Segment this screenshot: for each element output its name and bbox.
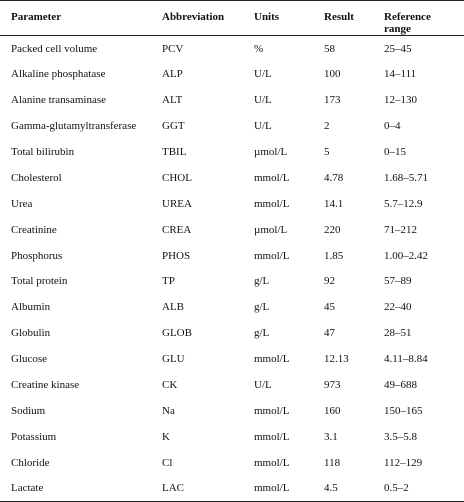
cell-abbreviation: PHOS (162, 249, 191, 262)
cell-result: 14.1 (324, 197, 344, 210)
cell-parameter: Urea (11, 197, 33, 210)
cell-abbreviation: CHOL (162, 171, 192, 184)
table-row (0, 398, 464, 424)
header-parameter: Parameter (0, 1, 152, 36)
table-row (0, 320, 464, 346)
cell-reference-range: 112–129 (384, 456, 423, 469)
cell-result: 3.1 (324, 430, 338, 443)
table-row (0, 217, 464, 243)
cell-parameter: Potassium (11, 430, 57, 443)
cell-parameter: Glucose (11, 353, 48, 366)
cell-parameter: Sodium (11, 404, 46, 417)
cell-reference-range: 4.11–8.84 (384, 353, 428, 366)
cell-result: 4.78 (324, 171, 344, 184)
cell-parameter: Alanine transaminase (11, 94, 106, 107)
cell-reference-range: 150–165 (384, 404, 423, 417)
cell-abbreviation: GGT (162, 120, 185, 133)
cell-units: µmol/L (254, 223, 288, 236)
cell-abbreviation: GLU (162, 353, 185, 366)
cell-units: U/L (254, 68, 272, 81)
header-reference-range: Reference range (378, 1, 464, 36)
cell-units: mmol/L (254, 404, 290, 417)
cell-reference-range: 5.7–12.9 (384, 197, 423, 210)
table-row (0, 191, 464, 217)
cell-result: 12.13 (324, 353, 349, 366)
table-row (0, 294, 464, 320)
cell-reference-range: 0.5–2 (378, 476, 464, 502)
cell-reference-range: 14–111 (384, 68, 417, 81)
cell-reference-range: 1.68–5.71 (384, 171, 428, 184)
cell-parameter: Creatine kinase (11, 379, 80, 392)
cell-units: mmol/L (254, 171, 290, 184)
cell-abbreviation: LAC (152, 476, 244, 502)
cell-reference-range: 1.00–2.42 (384, 249, 428, 262)
cell-abbreviation: TBIL (162, 146, 187, 158)
cell-result: 45 (324, 301, 335, 314)
cell-abbreviation: TP (162, 275, 175, 288)
cell-reference-range: 28–51 (384, 327, 412, 340)
cell-units: mmol/L (254, 430, 290, 443)
cell-abbreviation: CREA (162, 223, 192, 236)
table-row (0, 346, 464, 372)
cell-parameter: Creatinine (11, 223, 57, 236)
cell-abbreviation: Na (162, 404, 175, 417)
cell-units: mmol/L (254, 456, 290, 469)
cell-reference-range: 25–45 (384, 42, 412, 55)
header-units: Units (244, 1, 314, 36)
cell-abbreviation: K (162, 430, 170, 443)
cell-units: U/L (254, 379, 272, 392)
cell-abbreviation: PCV (162, 42, 184, 55)
cell-result: 173 (324, 94, 341, 107)
cell-result: 58 (324, 42, 335, 55)
table-row (0, 113, 464, 139)
cell-units: % (254, 42, 264, 55)
table-header (0, 1, 464, 36)
cell-result: 160 (324, 404, 341, 417)
cell-result: 4.5 (314, 476, 378, 502)
table-row (0, 165, 464, 191)
cell-reference-range: 0–4 (384, 120, 401, 133)
cell-result: 5 (324, 146, 330, 158)
cell-units: U/L (254, 120, 272, 133)
cell-abbreviation: ALP (162, 68, 183, 81)
header-result: Result (314, 1, 378, 36)
table-row (0, 139, 464, 165)
cell-reference-range: 22–40 (384, 301, 412, 314)
cell-result: 2 (324, 120, 330, 133)
cell-units: mmol/L (254, 353, 290, 366)
cell-abbreviation: ALT (162, 94, 183, 107)
cell-parameter: Albumin (11, 301, 51, 314)
cell-reference-range: 57–89 (384, 275, 412, 288)
cell-units: g/L (254, 275, 270, 288)
table-body (0, 36, 464, 502)
cell-parameter: Total bilirubin (11, 146, 75, 158)
cell-parameter: Gamma-glutamyltransferase (11, 120, 137, 133)
cell-reference-range: 49–688 (384, 379, 417, 392)
header-row (0, 1, 464, 36)
table-row (0, 243, 464, 269)
cell-result: 118 (324, 456, 341, 469)
cell-reference-range: 71–212 (384, 223, 417, 236)
cell-parameter: Lactate (0, 476, 152, 502)
table-row (0, 476, 464, 502)
cell-parameter: Cholesterol (11, 171, 62, 184)
table-row (0, 87, 464, 113)
cell-abbreviation: UREA (162, 197, 192, 210)
cell-parameter: Phosphorus (11, 249, 63, 262)
cell-units: U/L (254, 94, 272, 107)
cell-units: mmol/L (254, 249, 290, 262)
table-row (0, 61, 464, 87)
cell-abbreviation: CK (162, 379, 178, 392)
cell-abbreviation: Cl (162, 456, 173, 469)
table-row (0, 450, 464, 476)
table-row (0, 36, 464, 62)
cell-reference-range: 12–130 (384, 94, 417, 107)
cell-units: g/L (254, 327, 270, 340)
cell-result: 1.85 (324, 249, 344, 262)
cell-parameter: Alkaline phosphatase (11, 68, 106, 81)
cell-units: µmol/L (254, 146, 288, 158)
cell-parameter: Total protein (11, 275, 68, 288)
cell-result: 92 (324, 275, 335, 288)
table-row (0, 269, 464, 295)
cell-result: 100 (324, 68, 341, 81)
cell-reference-range: 0–15 (384, 146, 406, 158)
cell-result: 973 (324, 379, 341, 392)
header-abbreviation: Abbreviation (152, 1, 244, 36)
cell-parameter: Chloride (11, 456, 50, 469)
cell-reference-range: 3.5–5.8 (384, 430, 417, 443)
cell-parameter: Globulin (11, 327, 51, 340)
cell-abbreviation: ALB (162, 301, 184, 314)
cell-units: mmol/L (244, 476, 314, 502)
cell-units: g/L (254, 301, 270, 314)
cell-result: 47 (324, 327, 335, 340)
cell-abbreviation: GLOB (162, 327, 192, 340)
cell-result: 220 (324, 223, 341, 236)
table-row (0, 372, 464, 398)
cell-parameter: Packed cell volume (11, 42, 98, 55)
table-row (0, 424, 464, 450)
cell-units: mmol/L (254, 197, 290, 210)
